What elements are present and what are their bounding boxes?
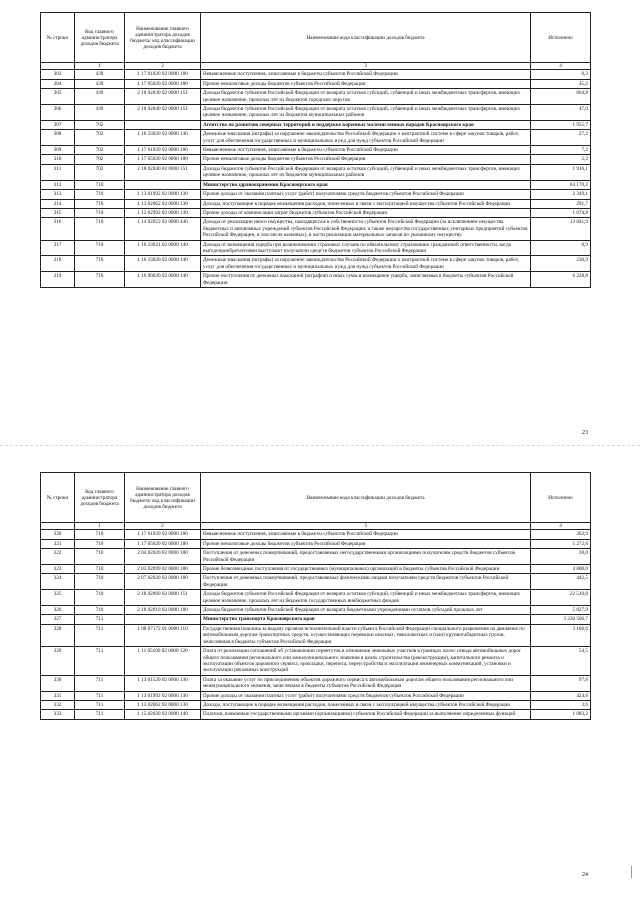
- row-number-cell: 306: [41, 105, 75, 121]
- header-admin-code: Код главного администратора доходов бюджета: [75, 473, 125, 523]
- table-row: [41, 164, 591, 180]
- admin-code-cell: 710: [75, 539, 125, 548]
- amount-cell: 2 349,1: [531, 190, 591, 199]
- table-row: [41, 590, 591, 606]
- row-number-cell: 326: [41, 606, 75, 615]
- table-row: [41, 574, 591, 590]
- row-number-cell: 314: [41, 199, 75, 208]
- row-number-cell: 322: [41, 549, 75, 565]
- table-row: [41, 675, 591, 691]
- row-number-cell: 330: [41, 675, 75, 691]
- table-row: [41, 70, 591, 79]
- row-number-cell: 313: [41, 190, 75, 199]
- admin-code-cell: 711: [75, 647, 125, 676]
- row-number-cell: 305: [41, 89, 75, 105]
- table-row: [41, 240, 591, 256]
- table-row: [41, 647, 591, 676]
- row-number-cell: 331: [41, 691, 75, 700]
- page-number: 24: [582, 872, 588, 878]
- admin-code-cell: 710: [75, 256, 125, 272]
- classification-code-cell: 1 16 33020 02 0000 140: [125, 130, 201, 146]
- classification-code-cell: [125, 120, 201, 129]
- admin-code-cell: 710: [75, 574, 125, 590]
- admin-code-cell: 439: [75, 79, 125, 88]
- row-number-cell: 317: [41, 240, 75, 256]
- classification-code-cell: 1 16 33020 02 0000 140: [125, 256, 201, 272]
- amount-cell: 45,2: [531, 79, 591, 88]
- row-number-cell: 303: [41, 70, 75, 79]
- header-classification: Наименование кода классификации доходов бюджета: [201, 13, 531, 63]
- ministry-row: [41, 180, 591, 189]
- header-amount: Исполнено: [531, 13, 591, 63]
- table-row: [41, 256, 591, 272]
- admin-code-cell: 710: [75, 208, 125, 217]
- amount-cell: 424,8: [531, 691, 591, 700]
- amount-cell: 22 510,8: [531, 590, 591, 606]
- column-number: 4: [531, 523, 591, 530]
- table-row: [41, 146, 591, 155]
- classification-name-cell: Денежные взыскания (штрафы) за нарушение законодательства Российской Федерации о контрактной системе в сфере закупок товаров, работ, услуг для обеспечения государственных и муниципальных нужд для нужд субъектов Российской Федерации: [201, 256, 531, 272]
- classification-name-cell: Государственная пошлина за выдачу органом исполнительной власти субъекта Российской Федерации специального разрешения на движение по автомобильным дорогам транспортных средств, осуществляющих перевозки опасных, тяжеловесных и (или) крупногабаритных грузов, зачисляемая в бюджеты субъектов Российской Федерации: [201, 624, 531, 646]
- classification-name-cell: Платежи, взимаемые государственными органами (организациями) субъектов Российской Федерации за выполнение определенных функций: [201, 710, 531, 719]
- classification-code-cell: 1 15 02020 02 0000 140: [125, 710, 201, 719]
- header-code-name: Наименование главного администратора доходов бюджета/ код классификации доходов бюджета: [125, 473, 201, 523]
- classification-name-cell: Денежные взыскания (штрафы) за нарушение законодательства Российской Федерации о контрактной системе в сфере закупок товаров, работ, услуг для обеспечения государственных и муниципальных нужд для нужд субъектов Российской Федерации: [201, 130, 531, 146]
- table-row: [41, 199, 591, 208]
- classification-name-cell: Прочие доходы от оказания платных услуг (работ) получателями средств бюджетов субъектов Российской Федерации: [201, 190, 531, 199]
- row-number-cell: 332: [41, 700, 75, 709]
- table-row: [41, 539, 591, 548]
- column-number-row: [41, 63, 591, 70]
- classification-code-cell: 1 17 05020 02 0000 180: [125, 155, 201, 164]
- amount-cell: 63 170,2: [531, 180, 591, 189]
- amount-cell: 54,5: [531, 647, 591, 676]
- table-row: [41, 565, 591, 574]
- document-page-24: [0, 445, 640, 906]
- classification-name-cell: Доходы, поступающие в порядке возмещения расходов, понесенных в связи с эксплуатацией имущества субъектов Российской Федерации: [201, 700, 531, 709]
- classification-name-cell: Доходы бюджетов субъектов Российской Федерации от возврата остатков субсидий, субвенций и иных межбюджетных трансфертов, имеющих целевое назначение, прошлых лет из бюджетов городских округов: [201, 89, 531, 105]
- classification-code-cell: 1 17 05020 02 0000 180: [125, 539, 201, 548]
- classification-name-cell: Министерство транспорта Красноярского края: [201, 615, 531, 624]
- classification-code-cell: 2 18 02030 02 0000 151: [125, 89, 201, 105]
- header-admin-code: Код главного администратора доходов бюджета: [75, 13, 125, 63]
- ministry-row: [41, 615, 591, 624]
- admin-code-cell: 702: [75, 146, 125, 155]
- row-number-cell: 329: [41, 647, 75, 676]
- table-row: [41, 79, 591, 88]
- classification-code-cell: 2 18 02060 02 0000 151: [125, 590, 201, 606]
- column-number: 2: [125, 63, 201, 70]
- admin-code-cell: 711: [75, 615, 125, 624]
- table-row: [41, 710, 591, 719]
- amount-cell: 262,9: [531, 530, 591, 539]
- column-number: 1: [75, 63, 125, 70]
- classification-name-cell: Плата от реализации соглашений об установлении сервитутов в отношении земельных участков в границах полос отвода автомобильных дорог общего пользования регионального или межмуниципального значения в целях строительства (реконструкции), капитального ремонта и эксплуатации объектов дорожного сервиса, прокладки, переноса, переустройства и эксплуатации инженерных коммуникаций, установки и эксплуатации рекламных конструкций: [201, 647, 531, 676]
- table-body: [41, 530, 591, 719]
- admin-code-cell: 710: [75, 240, 125, 256]
- column-number: 2: [125, 523, 201, 530]
- table-row: [41, 89, 591, 105]
- row-number-cell: 328: [41, 624, 75, 646]
- admin-code-cell: 702: [75, 155, 125, 164]
- table-row: [41, 700, 591, 709]
- classification-name-cell: Прочие неналоговые доходы бюджетов субъектов Российской Федерации: [201, 539, 531, 548]
- table-header-row: [41, 13, 591, 63]
- classification-name-cell: Прочие неналоговые доходы бюджетов субъектов Российской Федерации: [201, 79, 531, 88]
- header-classification: Наименование кода классификации доходов бюджета: [201, 473, 531, 523]
- classification-name-cell: Невыясненные поступления, зачисляемые в бюджеты субъектов Российской Федерации: [201, 146, 531, 155]
- table-header-row: [41, 473, 591, 523]
- classification-name-cell: Прочие поступления от денежных взысканий (штрафов) и иных сумм в возмещение ущерба, зачисляемые в бюджеты субъектов Российской Федерации: [201, 272, 531, 288]
- column-number: 4: [531, 63, 591, 70]
- row-number-cell: 311: [41, 164, 75, 180]
- amount-cell: 1 083,2: [531, 710, 591, 719]
- table-row: [41, 549, 591, 565]
- page-number: 23: [582, 430, 588, 436]
- table-row: [41, 190, 591, 199]
- row-number-cell: 324: [41, 574, 75, 590]
- row-number-cell: 309: [41, 146, 75, 155]
- amount-cell: 0,3: [531, 70, 591, 79]
- header-row-number: № строки: [41, 13, 75, 63]
- classification-name-cell: Доходы бюджетов субъектов Российской Федерации от возврата бюджетными учреждениями остатков субсидий прошлых лет: [201, 606, 531, 615]
- ministry-row: [41, 120, 591, 129]
- column-number: 3: [201, 63, 531, 70]
- table-row: [41, 208, 591, 217]
- classification-name-cell: Невыясненные поступления, зачисляемые в бюджеты субъектов Российской Федерации: [201, 530, 531, 539]
- header-amount: Исполнено: [531, 473, 591, 523]
- document-page-23: [0, 0, 640, 445]
- classification-name-cell: Прочие безвозмездные поступления от государственных (муниципальных) организаций в бюджеты субъектов Российской Федерации: [201, 565, 531, 574]
- admin-code-cell: 710: [75, 549, 125, 565]
- amount-cell: 1 074,8: [531, 208, 591, 217]
- classification-name-cell: Министерство здравоохранения Красноярского края: [201, 180, 531, 189]
- classification-code-cell: 1 14 02023 02 0000 440: [125, 218, 201, 240]
- classification-name-cell: Доходы, поступающие в порядке возмещения расходов, понесенных в связи с эксплуатацией имущества субъектов Российской Федерации: [201, 199, 531, 208]
- table-row: [41, 105, 591, 121]
- amount-cell: 4 800,0: [531, 565, 591, 574]
- table-row: [41, 272, 591, 288]
- row-number-cell: 304: [41, 79, 75, 88]
- amount-cell: 13 841,9: [531, 218, 591, 240]
- table-row: [41, 606, 591, 615]
- row-number-cell: 315: [41, 208, 75, 217]
- admin-code-cell: 711: [75, 691, 125, 700]
- amount-cell: 442,5: [531, 574, 591, 590]
- admin-code-cell: 710: [75, 590, 125, 606]
- row-number-cell: 318: [41, 256, 75, 272]
- classification-name-cell: Плата за оказание услуг по присоединению объектов дорожного сервиса к автомобильным дорогам общего пользования регионального или межмуниципального значения, зачисляемая в бюджеты субъектов Российской Федерации: [201, 675, 531, 691]
- amount-cell: 3,6: [531, 700, 591, 709]
- row-number-cell: 333: [41, 710, 75, 719]
- admin-code-cell: 439: [75, 70, 125, 79]
- classification-code-cell: 2 07 02020 02 0000 180: [125, 574, 201, 590]
- classification-code-cell: 2 18 02040 02 0000 151: [125, 105, 201, 121]
- column-number: 3: [201, 523, 531, 530]
- row-number-cell: 323: [41, 565, 75, 574]
- classification-name-cell: Поступления от денежных пожертвований, предоставляемых негосударственными организациями получателям средств бюджетов субъектов Российской Федерации: [201, 549, 531, 565]
- amount-cell: 3 230 506,7: [531, 615, 591, 624]
- classification-name-cell: Поступления от денежных пожертвований, предоставляемых физическими лицами получателям средств бюджетов субъектов Российской Федерации: [201, 574, 531, 590]
- amount-cell: 97,8: [531, 675, 591, 691]
- classification-code-cell: [125, 615, 201, 624]
- row-number-cell: 308: [41, 130, 75, 146]
- classification-name-cell: Прочие доходы от компенсации затрат бюджетов субъектов Российской Федерации: [201, 208, 531, 217]
- classification-name-cell: Доходы бюджетов субъектов Российской Федерации от возврата остатков субсидий, субвенций и иных межбюджетных трансфертов, имеющих целевое назначение, прошлых лет из бюджетов государственных внебюджетных фондов: [201, 590, 531, 606]
- classification-name-cell: Доходы от реализации иного имущества, находящегося в собственности субъектов Российской Федерации (за исключением имущества бюджетных и автономных учреждений субъектов Российской Федерации, а также имущества государственных унитарных предприятий субъектов Российской Федерации, в том числе казенных), в части реализации материальных запасов по указанному имуществу: [201, 218, 531, 240]
- amount-cell: 5 827,9: [531, 606, 591, 615]
- classification-code-cell: 2 03 02099 02 0000 180: [125, 565, 201, 574]
- admin-code-cell: 710: [75, 272, 125, 288]
- admin-code-cell: 710: [75, 190, 125, 199]
- amount-cell: 664,8: [531, 89, 591, 105]
- table-row: [41, 691, 591, 700]
- admin-code-cell: 710: [75, 530, 125, 539]
- admin-code-cell: 702: [75, 120, 125, 129]
- classification-code-cell: 1 11 05100 02 0000 120: [125, 647, 201, 676]
- admin-code-cell: 710: [75, 218, 125, 240]
- classification-name-cell: Доходы бюджетов субъектов Российской Федерации от возврата остатков субсидий, субвенций и иных межбюджетных трансфертов, имеющих целевое назначение, прошлых лет из бюджетов муниципальных районов: [201, 105, 531, 121]
- row-number-cell: 312: [41, 180, 75, 189]
- classification-code-cell: 1 17 01020 02 0000 180: [125, 530, 201, 539]
- admin-code-cell: 702: [75, 130, 125, 146]
- amount-cell: 5 272,8: [531, 539, 591, 548]
- header-row-number: № строки: [41, 473, 75, 523]
- amount-cell: 5,2: [531, 155, 591, 164]
- classification-code-cell: 2 18 02040 02 0000 151: [125, 164, 201, 180]
- table-row: [41, 218, 591, 240]
- row-number-cell: 316: [41, 218, 75, 240]
- amount-cell: 6,9: [531, 240, 591, 256]
- amount-cell: 230,9: [531, 256, 591, 272]
- classification-code-cell: 1 17 01020 02 0000 180: [125, 146, 201, 155]
- table-body: [41, 70, 591, 288]
- admin-code-cell: 710: [75, 606, 125, 615]
- classification-code-cell: 1 13 02062 02 0000 130: [125, 199, 201, 208]
- amount-cell: 1 916,1: [531, 164, 591, 180]
- classification-name-cell: Доходы бюджетов субъектов Российской Федерации от возврата остатков субсидий, субвенций и иных межбюджетных трансфертов, имеющих целевое назначение, прошлых лет из бюджетов муниципальных районов: [201, 164, 531, 180]
- scan-margin-mark: [631, 866, 632, 878]
- admin-code-cell: 711: [75, 700, 125, 709]
- column-number-row: [41, 523, 591, 530]
- row-number-cell: 310: [41, 155, 75, 164]
- revenue-table: [40, 472, 591, 720]
- classification-code-cell: 1 17 01020 02 0000 180: [125, 70, 201, 79]
- row-number-cell: 325: [41, 590, 75, 606]
- row-number-cell: 321: [41, 539, 75, 548]
- row-number-cell: 327: [41, 615, 75, 624]
- row-number-cell: 319: [41, 272, 75, 288]
- admin-code-cell: 711: [75, 710, 125, 719]
- column-number: 1: [75, 523, 125, 530]
- amount-cell: 291,7: [531, 199, 591, 208]
- classification-code-cell: [125, 180, 201, 189]
- classification-code-cell: 1 16 90020 02 0000 140: [125, 272, 201, 288]
- classification-name-cell: Доходы от возмещения ущерба при возникновении страховых случаев по обязательному страхованию гражданской ответственности, когда выгодоприобретателями выступают получатели средств бюджетов субъектов Российской Федерации: [201, 240, 531, 256]
- table-row: [41, 530, 591, 539]
- classification-name-cell: Прочие доходы от оказания платных услуг (работ) получателями средств бюджетов субъектов Российской Федерации: [201, 691, 531, 700]
- admin-code-cell: 710: [75, 565, 125, 574]
- classification-code-cell: 2 18 02010 02 0000 180: [125, 606, 201, 615]
- admin-code-cell: 702: [75, 164, 125, 180]
- row-number-cell: 307: [41, 120, 75, 129]
- header-code-name: Наименование главного администратора доходов бюджета/ код классификации доходов бюджета: [125, 13, 201, 63]
- amount-cell: 1 955,7: [531, 120, 591, 129]
- amount-cell: 7,2: [531, 146, 591, 155]
- amount-cell: 27,2: [531, 130, 591, 146]
- classification-code-cell: 1 13 02062 02 0000 130: [125, 700, 201, 709]
- table-row: [41, 624, 591, 646]
- admin-code-cell: 439: [75, 105, 125, 121]
- revenue-table: [40, 12, 591, 288]
- classification-code-cell: 2 04 02020 02 0000 180: [125, 549, 201, 565]
- row-number-cell: 320: [41, 530, 75, 539]
- classification-code-cell: 1 13 01520 02 0000 130: [125, 675, 201, 691]
- classification-name-cell: Невыясненные поступления, зачисляемые в бюджеты субъектов Российской Федерации: [201, 70, 531, 79]
- admin-code-cell: 710: [75, 180, 125, 189]
- table-row: [41, 155, 591, 164]
- classification-code-cell: 1 16 23021 02 0000 140: [125, 240, 201, 256]
- table-row: [41, 130, 591, 146]
- classification-code-cell: 1 13 02992 02 0000 130: [125, 208, 201, 217]
- admin-code-cell: 711: [75, 624, 125, 646]
- amount-cell: 30,0: [531, 549, 591, 565]
- admin-code-cell: 439: [75, 89, 125, 105]
- classification-code-cell: 1 13 01992 02 0000 130: [125, 691, 201, 700]
- amount-cell: 3 166,6: [531, 624, 591, 646]
- admin-code-cell: 710: [75, 199, 125, 208]
- classification-code-cell: 1 08 07172 01 0000 110: [125, 624, 201, 646]
- column-number-blank: [41, 523, 75, 530]
- column-number-blank: [41, 63, 75, 70]
- classification-name-cell: Агентство по развитию северных территорий и поддержке коренных малочисленных народов Красноярского края: [201, 120, 531, 129]
- classification-code-cell: 1 13 01992 02 0000 130: [125, 190, 201, 199]
- amount-cell: 6 228,8: [531, 272, 591, 288]
- classification-code-cell: 1 17 05020 02 0000 180: [125, 79, 201, 88]
- classification-name-cell: Прочие неналоговые доходы бюджетов субъектов Российской Федерации: [201, 155, 531, 164]
- amount-cell: 47,0: [531, 105, 591, 121]
- admin-code-cell: 711: [75, 675, 125, 691]
